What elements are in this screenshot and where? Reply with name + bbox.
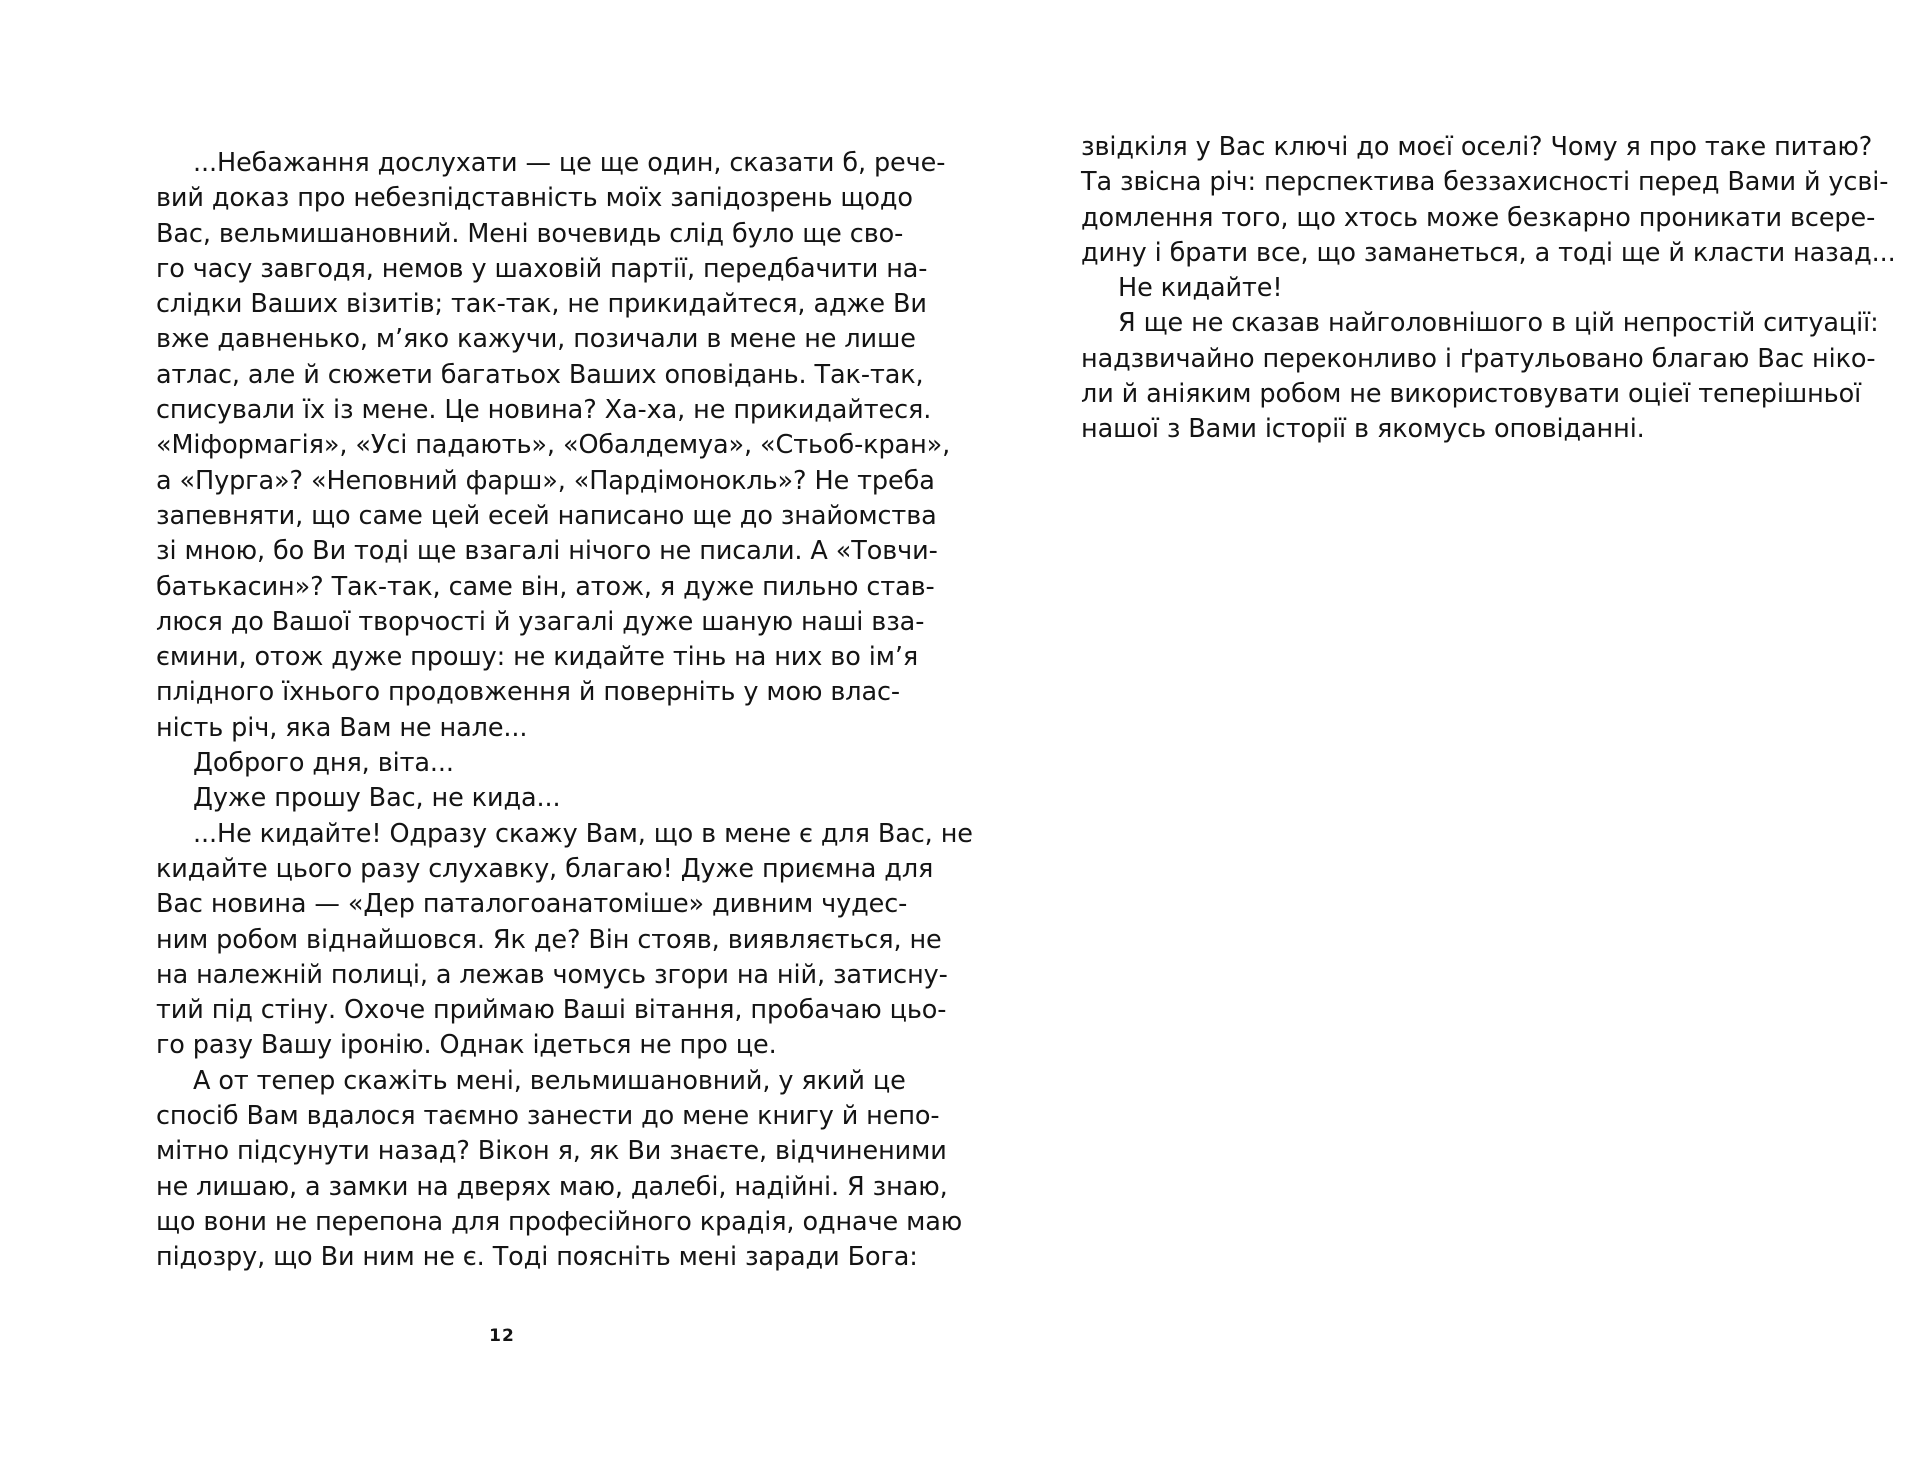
text-line: надзвичайно переконливо і ґратульовано благаю Вас ніко- xyxy=(1081,343,1876,374)
text-line: спосіб Вам вдалося таємно занести до мене книгу й непо- xyxy=(156,1101,940,1132)
text-line: ємини, отож дуже прошу: не кидайте тінь на них во ім’я xyxy=(156,642,919,673)
text-line: мітно підсунути назад? Вікон я, як Ви знаєте, відчиненими xyxy=(156,1136,947,1167)
page-number: 12 xyxy=(489,1326,515,1346)
text-line: Вас, вельмишановний. Мені вочевидь слід було ще сво- xyxy=(156,218,904,249)
text-line: нашої з Вами історії в якомусь оповіданні. xyxy=(1081,414,1645,445)
right-page xyxy=(960,0,1920,1475)
left-page-text xyxy=(156,146,973,1276)
text-line: тий під стіну. Охоче приймаю Ваші вітання, пробачаю цьо- xyxy=(156,995,947,1026)
text-line: кидайте цього разу слухавку, благаю! Дуже приємна для xyxy=(156,853,934,884)
text-line: ним робом віднайшовся. Як де? Він стояв, виявляється, не xyxy=(156,924,942,955)
text-line: на належній полиці, а лежав чомусь згори на ній, затисну- xyxy=(156,959,948,990)
text-line: слідки Ваших візитів; так-так, не прикидайтеся, адже Ви xyxy=(156,289,927,320)
text-line: люся до Вашої творчості й узагалі дуже шаную наші вза- xyxy=(156,606,925,637)
text-line: звідкіля у Вас ключі до моєї оселі? Чому я про таке питаю? xyxy=(1081,132,1873,162)
text-line: а «Пурга»? «Неповний фарш», «Пардімонокль»? Не треба xyxy=(156,465,935,496)
text-line: домлення того, що хтось може безкарно проникати всере- xyxy=(1081,202,1876,233)
text-line: Не кидайте! xyxy=(1118,273,1283,304)
text-line: батькасин»? Так-так, саме він, атож, я дуже пильно став- xyxy=(156,571,935,602)
text-line: го часу завгодя, немов у шаховій партії, передбачити на- xyxy=(156,253,928,284)
text-line: вже давненько, м’яко кажучи, позичали в мене не лише xyxy=(156,324,916,355)
text-line: Та звісна річ: перспектива беззахисності перед Вами й усві- xyxy=(1081,167,1889,198)
text-line: ...Небажання дослухати — це ще один, сказати б, рече- xyxy=(193,148,946,178)
right-page-text xyxy=(1081,130,1896,448)
text-line: зі мною, бо Ви тоді ще взагалі нічого не писали. А «Товчи- xyxy=(156,536,938,567)
text-line: «Міформагія», «Усі падають», «Обалдемуа», «Стьоб-кран», xyxy=(156,430,951,461)
text-line: го разу Вашу іронію. Однак ідеться не про це. xyxy=(156,1030,777,1061)
text-line: підозру, що Ви ним не є. Тоді поясніть мені заради Бога: xyxy=(156,1242,918,1273)
text-line: дину і брати все, що заманеться, а тоді ще й класти назад... xyxy=(1081,237,1896,268)
text-line: плідного їхнього продовження й поверніть у мою влас- xyxy=(156,677,900,708)
text-line: списували їх із мене. Це новина? Ха-ха, не прикидайтеся. xyxy=(156,395,932,426)
text-line: що вони не перепона для професійного крадія, одначе маю xyxy=(156,1206,963,1237)
text-line: ...Не кидайте! Одразу скажу Вам, що в мене є для Вас, не xyxy=(193,818,973,849)
text-line: ли й аніяким робом не використовувати оціеї теперішньої xyxy=(1081,379,1862,410)
text-line: А от тепер скажіть мені, вельмишановний, у який це xyxy=(193,1065,906,1096)
text-line: вий доказ про небезпідставність моїх запідозрень щодо xyxy=(156,183,913,214)
text-line: атлас, але й сюжети багатьох Ваших оповідань. Так-так, xyxy=(156,359,924,390)
text-line: Доброго дня, віта... xyxy=(193,748,454,779)
text-line: запевняти, що саме цей есей написано ще до знайомства xyxy=(156,500,937,531)
text-line: Дуже прошу Вас, не кида... xyxy=(193,783,561,814)
text-line: Вас новина — «Дер паталогоанатоміше» дивним чудес- xyxy=(156,889,908,920)
text-line: не лишаю, а замки на дверях маю, далебі, надійні. Я знаю, xyxy=(156,1171,948,1202)
text-line: ність річ, яка Вам не нале... xyxy=(156,712,528,743)
text-line: Я ще не сказав найголовнішого в цій непростій ситуації: xyxy=(1118,308,1879,339)
